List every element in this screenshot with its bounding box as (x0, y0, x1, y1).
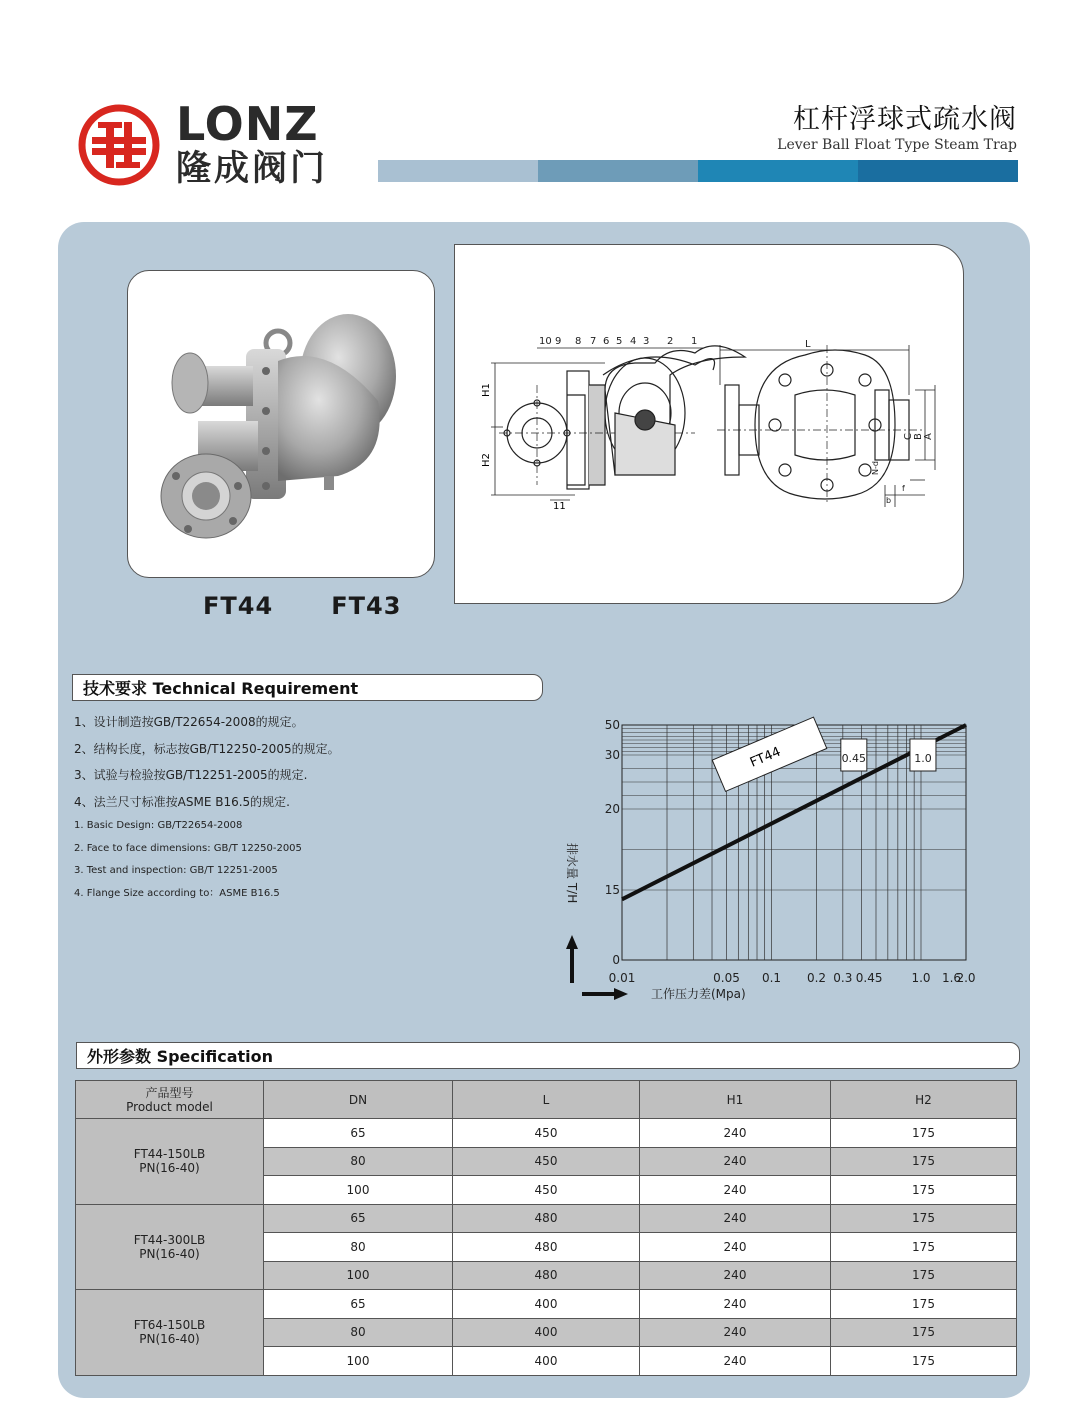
cell-l: 480 (453, 1204, 640, 1233)
part-number-label: 10 (539, 336, 552, 347)
cross-section-drawing (455, 245, 963, 603)
brand-wordmark (176, 97, 329, 189)
cell-dn: 100 (264, 1347, 453, 1376)
cell-h2: 175 (831, 1318, 1017, 1347)
title-cn: 杠杆浮球式疏水阀 (793, 104, 1017, 135)
product-model: FT44-150LB (133, 1147, 206, 1162)
cell-h1: 240 (640, 1119, 831, 1148)
col-header-model-en: Product model (126, 1099, 213, 1114)
chart-y-tick-label: 50 (604, 718, 620, 732)
color-bar-segment (538, 160, 698, 182)
dim-h2: H2 (481, 453, 492, 467)
cell-dn: 80 (264, 1147, 453, 1176)
tech-item-en: 1. Basic Design: GB/T22654-2008 (74, 820, 243, 831)
chart-y-tick-label: 30 (604, 748, 620, 762)
dimension-label: C (903, 433, 914, 440)
part-number-label: 9 (555, 336, 562, 347)
product-photo (127, 270, 435, 578)
part-number-label: 8 (575, 336, 582, 347)
chart-y-axis-label: 排水量 T/H (565, 843, 579, 904)
chart-annotation-label: 1.0 (914, 752, 932, 765)
dimension-label: b (886, 496, 892, 505)
cell-h1: 240 (640, 1290, 831, 1319)
cell-h2: 175 (831, 1204, 1017, 1233)
chart-x-tick-label: 1.0 (911, 971, 931, 985)
spec-heading: 外形参数 Specification (76, 1042, 1020, 1069)
specification-table (75, 1080, 1017, 1376)
cell-dn: 80 (264, 1233, 453, 1262)
cell-l: 480 (453, 1261, 640, 1290)
col-header-h1: H1 (640, 1081, 831, 1119)
tech-item-cn: 4、法兰尺寸标准按ASME B16.5的规定. (74, 794, 290, 809)
discharge-capacity-chart (556, 715, 986, 1015)
chart-x-tick-label: 0.1 (761, 971, 782, 985)
product-model: FT44-300LB (133, 1232, 206, 1247)
cell-h1: 240 (640, 1204, 831, 1233)
cell-h1: 240 (640, 1147, 831, 1176)
tech-requirements-list (74, 712, 554, 909)
cell-h2: 175 (831, 1347, 1017, 1376)
cell-h1: 240 (640, 1318, 831, 1347)
tech-item-cn: 2、结构长度，标志按GB/T12250-2005的规定。 (74, 741, 340, 756)
table-row (76, 1204, 1017, 1233)
product-model-cell (76, 1119, 264, 1205)
col-header-model (76, 1081, 264, 1119)
brand-name-cn: 隆成阀门 (176, 149, 329, 189)
tech-item-en: 2. Face to face dimensions: GB/T 12250-2005 (74, 842, 302, 854)
chart-y-tick-label: 0 (612, 953, 620, 967)
col-header-h2: H2 (831, 1081, 1017, 1119)
tech-item-en: 4. Flange Size according to：ASME B16.5 (74, 888, 280, 900)
part-number-label: 1 (691, 336, 698, 347)
cell-h1: 240 (640, 1261, 831, 1290)
cell-dn: 65 (264, 1119, 453, 1148)
part-number-label: 2 (667, 336, 674, 347)
tech-heading: 技术要求 Technical Requirement (72, 674, 543, 701)
tech-item-cn: 1、设计制造按GB/T22654-2008的规定。 (74, 715, 304, 729)
product-pressure-rating: PN(16-40) (139, 1161, 200, 1176)
table-row (76, 1290, 1017, 1319)
cell-h1: 240 (640, 1176, 831, 1205)
chart-annotation-label: 0.45 (841, 752, 867, 765)
dimension-label: N-d (871, 461, 880, 475)
color-bar-segment (698, 160, 858, 182)
table-header-row (76, 1081, 1017, 1119)
table-row (76, 1119, 1017, 1148)
product-models-label: FT44 FT43 (203, 592, 402, 620)
product-model: FT64-150LB (133, 1318, 206, 1333)
col-header-l: L (453, 1081, 640, 1119)
brand-name-en: LONZ (176, 97, 319, 151)
chart-x-tick-label: 0.2 (806, 971, 827, 985)
chart-x-tick-label: 1.6 (941, 971, 962, 985)
cell-l: 450 (453, 1176, 640, 1205)
chart-x-tick-label: 0.05 (713, 971, 740, 985)
chart-x-tick-label: 2.0 (956, 971, 976, 985)
cell-h2: 175 (831, 1119, 1017, 1148)
chart-x-tick-label: 0.3 (833, 971, 853, 985)
cell-l: 400 (453, 1290, 640, 1319)
chart-series-label-box (712, 717, 827, 791)
dimension-label: L (805, 339, 811, 350)
cell-l: 450 (453, 1119, 640, 1148)
dimension-label: A (923, 433, 934, 440)
document-title (777, 104, 1017, 154)
technical-drawing (454, 244, 964, 604)
cell-dn: 80 (264, 1318, 453, 1347)
cell-h1: 240 (640, 1233, 831, 1262)
cell-h2: 175 (831, 1147, 1017, 1176)
chart-y-tick-label: 15 (604, 883, 620, 897)
cell-h2: 175 (831, 1290, 1017, 1319)
y-axis-arrowhead-icon (566, 935, 578, 949)
part-number-label: 6 (603, 336, 610, 347)
cell-dn: 100 (264, 1261, 453, 1290)
chart-x-tick-label: 0.45 (855, 971, 883, 985)
dimension-label: f (902, 484, 905, 493)
cell-dn: 100 (264, 1176, 453, 1205)
cell-l: 450 (453, 1147, 640, 1176)
dim-h1: H1 (481, 383, 492, 397)
part-number-label: 5 (616, 336, 623, 347)
color-bar-segment (378, 160, 538, 182)
col-header-dn: DN (264, 1081, 453, 1119)
title-en: Lever Ball Float Type Steam Trap (777, 137, 1017, 153)
dimension-label: B (913, 433, 924, 440)
brand-logo-mark (78, 104, 160, 186)
cell-l: 480 (453, 1233, 640, 1262)
cell-dn: 65 (264, 1204, 453, 1233)
cell-l: 400 (453, 1347, 640, 1376)
col-header-model-cn: 产品型号 (145, 1085, 194, 1100)
tech-item-cn: 3、试验与检验按GB/T12251-2005的规定. (74, 768, 308, 782)
chart-y-tick-label: 20 (604, 802, 620, 816)
cell-dn: 65 (264, 1290, 453, 1319)
part-number-label: 7 (590, 336, 597, 347)
chart-series-label: FT44 (747, 744, 784, 771)
steam-trap-photo-illustration (128, 271, 434, 577)
product-pressure-rating: PN(16-40) (139, 1332, 200, 1347)
cell-h1: 240 (640, 1347, 831, 1376)
product-model-cell (76, 1204, 264, 1290)
chart-x-axis-label: 工作压力差(Mpa) (651, 987, 746, 1001)
cell-h2: 175 (831, 1261, 1017, 1290)
header-color-bar (378, 160, 1018, 182)
cell-l: 400 (453, 1318, 640, 1347)
part-number-label: 4 (630, 336, 637, 347)
chart-x-tick-label: 0.01 (608, 971, 636, 985)
tech-item-en: 3. Test and inspection: GB/T 12251-2005 (74, 865, 278, 877)
part-number-11: 11 (553, 501, 566, 512)
part-number-label: 3 (643, 336, 650, 347)
color-bar-segment (858, 160, 1018, 182)
cell-h2: 175 (831, 1233, 1017, 1262)
product-pressure-rating: PN(16-40) (139, 1246, 200, 1261)
x-axis-arrowhead-icon (614, 988, 628, 1000)
cell-h2: 175 (831, 1176, 1017, 1205)
product-model-cell (76, 1290, 264, 1376)
